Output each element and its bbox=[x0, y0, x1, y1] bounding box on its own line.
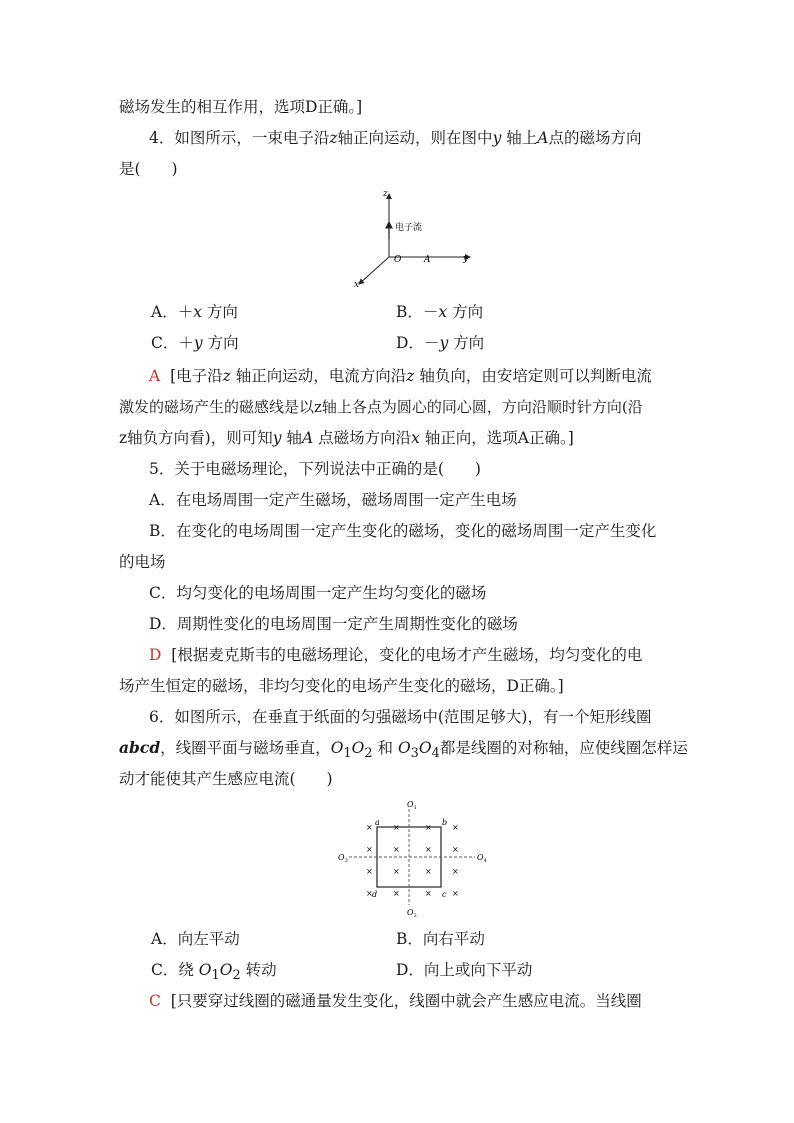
x-label: x bbox=[354, 280, 360, 290]
label-o1: $O_1$ bbox=[407, 800, 417, 811]
q4-stem-line2: 是( ) bbox=[119, 160, 178, 178]
q4-explanation-line2: 激发的磁场产生的磁感线是以z轴上各点为圆心的同心圆，方向沿顺时针方向(沿 bbox=[119, 398, 643, 416]
q4-explanation-line3: z轴负方向看)，则可知y 轴A 点磁场方向沿x 轴正向，选项A正确。] bbox=[119, 429, 574, 447]
q4-stem-line1: 4．如图所示，一束电子沿z轴正向运动，则在图中y 轴上A点的磁场方向 bbox=[149, 129, 642, 147]
q5-option-b[interactable]: B．在变化的电场周围一定产生变化的磁场，变化的磁场周围一定产生变化 bbox=[149, 522, 657, 540]
field-cross: × bbox=[425, 889, 432, 898]
field-cross: × bbox=[452, 823, 459, 832]
label-o3: $O_3$ bbox=[338, 853, 348, 864]
q6-coil-figure bbox=[335, 797, 495, 919]
label-o2: $O_2$ bbox=[407, 908, 417, 919]
field-cross: × bbox=[366, 867, 373, 876]
field-cross: × bbox=[366, 845, 373, 854]
q6-option-c[interactable]: C．绕 $O_1O_2$ 转动 bbox=[151, 961, 277, 984]
field-cross: × bbox=[393, 889, 400, 898]
coil-corner-d: d bbox=[372, 890, 378, 899]
point-a-label: A bbox=[424, 255, 431, 265]
q6-option-b[interactable]: B．向右平动 bbox=[396, 930, 485, 948]
q4-axes-figure bbox=[345, 184, 485, 290]
q4-answer: A bbox=[149, 367, 161, 385]
label-o4: $O_4$ bbox=[477, 853, 487, 864]
q4-option-c[interactable]: C．＋y 方向 bbox=[151, 334, 239, 352]
field-cross: × bbox=[393, 845, 400, 854]
q5-option-a[interactable]: A．在电场周围一定产生磁场，磁场周围一定产生电场 bbox=[149, 491, 517, 509]
q6-option-a[interactable]: A．向左平动 bbox=[151, 930, 240, 948]
field-cross: × bbox=[425, 823, 432, 832]
q5-answer: D bbox=[149, 646, 162, 664]
field-cross: × bbox=[425, 845, 432, 854]
q4-option-b[interactable]: B．－x 方向 bbox=[396, 303, 484, 321]
q6-stem-line1: 6．如图所示，在垂直于纸面的匀强磁场中(范围足够大)，有一个矩形线圈 bbox=[149, 708, 652, 726]
field-cross: × bbox=[425, 867, 432, 876]
origin-label: O bbox=[394, 255, 402, 265]
q5-explanation-line2: 场产生恒定的磁场，非均匀变化的电场产生变化的磁场，D正确。] bbox=[119, 677, 564, 695]
q5-option-c[interactable]: C．均匀变化的电场周围一定产生均匀变化的磁场 bbox=[149, 584, 487, 602]
q4-option-a[interactable]: A．＋x 方向 bbox=[151, 303, 238, 321]
q6-stem-line2: abcd，线圈平面与磁场垂直，$O_1O_2$ 和 $O_3O_4$都是线圈的对称轴，应使线圈怎样运 bbox=[119, 738, 688, 762]
q5-option-b-cont: 的电场 bbox=[119, 553, 166, 571]
coil-corner-b: b bbox=[442, 818, 448, 827]
q3-explanation-tail: 磁场发生的相互作用，选项D正确。] bbox=[119, 98, 363, 116]
field-cross: × bbox=[452, 867, 459, 876]
field-cross: × bbox=[366, 889, 373, 898]
q5-option-d[interactable]: D．周期性变化的电场周围一定产生周期性变化的磁场 bbox=[149, 615, 518, 633]
q6-stem-line3: 动才能使其产生感应电流( ) bbox=[119, 770, 333, 788]
field-cross: × bbox=[393, 823, 400, 832]
q4-explanation-line1: A [电子沿z 轴正向运动，电流方向沿z 轴负向，由安培定则可以判断电流 bbox=[149, 367, 652, 385]
field-cross: × bbox=[452, 845, 459, 854]
coil-corner-a: a bbox=[375, 818, 380, 827]
q6-option-d[interactable]: D．向上或向下平动 bbox=[396, 961, 533, 979]
q6-answer: C bbox=[149, 992, 161, 1010]
q5-explanation-line1: D [根据麦克斯韦的电磁场理论，变化的电场才产生磁场，均匀变化的电 bbox=[149, 646, 643, 664]
y-label: y bbox=[463, 254, 469, 264]
field-cross: × bbox=[366, 823, 373, 832]
q4-option-d[interactable]: D．－y 方向 bbox=[396, 334, 485, 352]
coil-corner-c: c bbox=[442, 890, 447, 899]
field-cross: × bbox=[393, 867, 400, 876]
electron-beam-label: 电子流 bbox=[395, 223, 423, 233]
z-label: z bbox=[383, 189, 388, 199]
q5-stem: 5．关于电磁场理论，下列说法中正确的是( ) bbox=[149, 460, 481, 478]
q6-explanation-line1: C [只要穿过线圈的磁通量发生变化，线圈中就会产生感应电流。当线圈 bbox=[149, 992, 642, 1010]
field-cross: × bbox=[452, 889, 459, 898]
x-axis bbox=[359, 257, 389, 284]
